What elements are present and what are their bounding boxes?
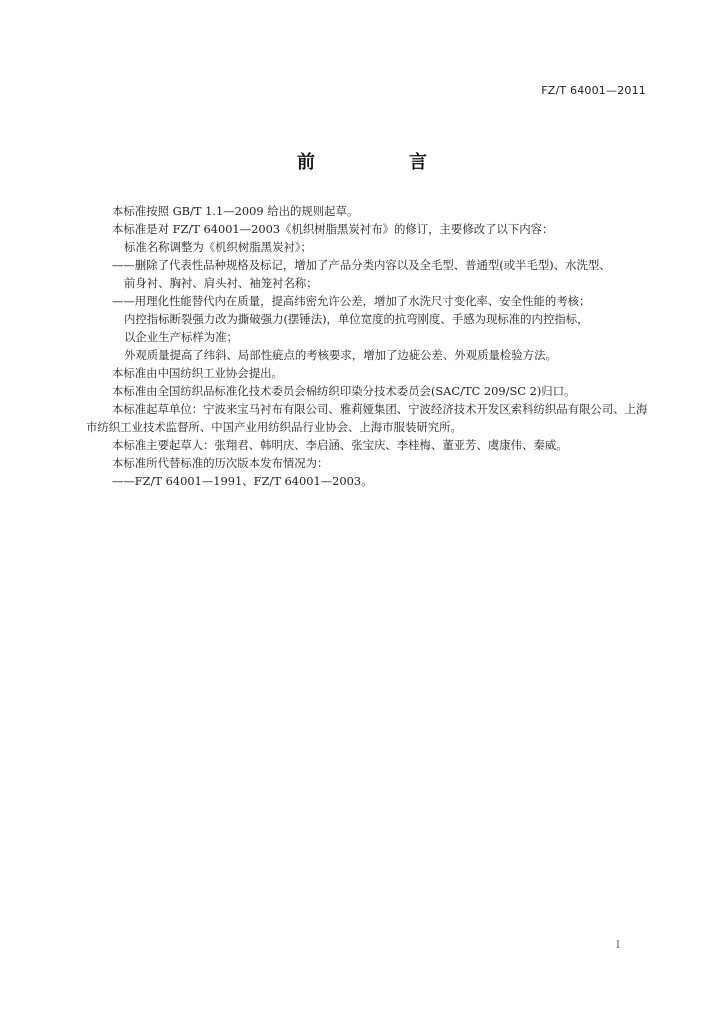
page-number: I xyxy=(616,940,620,951)
list-item-physical-properties: ——用理化性能替代内在质量，提高纬密允许公差，增加了水洗尺寸变化率、安全性能的考核； xyxy=(112,294,591,308)
list-item-product-classification: ——删除了代表性品种规格及标记，增加了产品分类内容以及全毛型、普通型(或半毛型)、水洗型、 xyxy=(112,258,611,272)
list-item-product-classification-cont: 前身衬、胸衬、肩头衬、袖笼衬名称； xyxy=(124,276,318,290)
paragraph-previous-versions: 本标准所代替标准的历次版本发布情况为： xyxy=(112,456,329,470)
preface-body xyxy=(86,202,656,490)
list-item-internal-control-cont: 以企业生产标样为准； xyxy=(124,330,238,344)
paragraph-technical-committee: 本标准由全国纺织品标准化技术委员会棉纺织印染分技术委员会(SAC/TC 209/SC 2)归口。 xyxy=(112,384,576,398)
paragraph-main-drafters: 本标准主要起草人：张翔君、韩明庆、李启涵、张宝庆、李桂梅、董亚芳、虞康伟、秦威。 xyxy=(112,438,568,452)
paragraph-proposer: 本标准由中国纺织工业协会提出。 xyxy=(112,366,283,380)
paragraph-revision-intro: 本标准是对 FZ/T 64001—2003《机织树脂黑炭衬布》的修订，主要修改了以下内容： xyxy=(112,222,554,236)
standard-code: FZ/T 64001—2011 xyxy=(541,84,646,97)
list-item-previous-versions: ——FZ/T 64001—1991、FZ/T 64001—2003。 xyxy=(112,474,373,488)
list-item-internal-control: 内控指标断裂强力改为撕破强力(摆锤法)，单位宽度的抗弯刚度、手感为现标准的内控指标， xyxy=(124,312,589,326)
paragraph-drafting-units: 本标准起草单位：宁波来宝马衬布有限公司、雅莉娅集团、宁波经济技术开发区索科纺织品有限公司、上海市纺织工业技术监督所、中国产业用纺织品行业协会、上海市服装研究所。 xyxy=(86,402,648,434)
list-item-appearance-quality: 外观质量提高了纬斜、局部性疵点的考核要求，增加了边疵公差、外观质量检验方法。 xyxy=(124,348,557,362)
list-item-name-change: 标准名称调整为《机织树脂黑炭衬》； xyxy=(124,240,312,254)
paragraph-drafting-rules: 本标准按照 GB/T 1.1—2009 给出的规则起草。 xyxy=(112,204,359,218)
page-title: 前 言 xyxy=(297,152,465,173)
